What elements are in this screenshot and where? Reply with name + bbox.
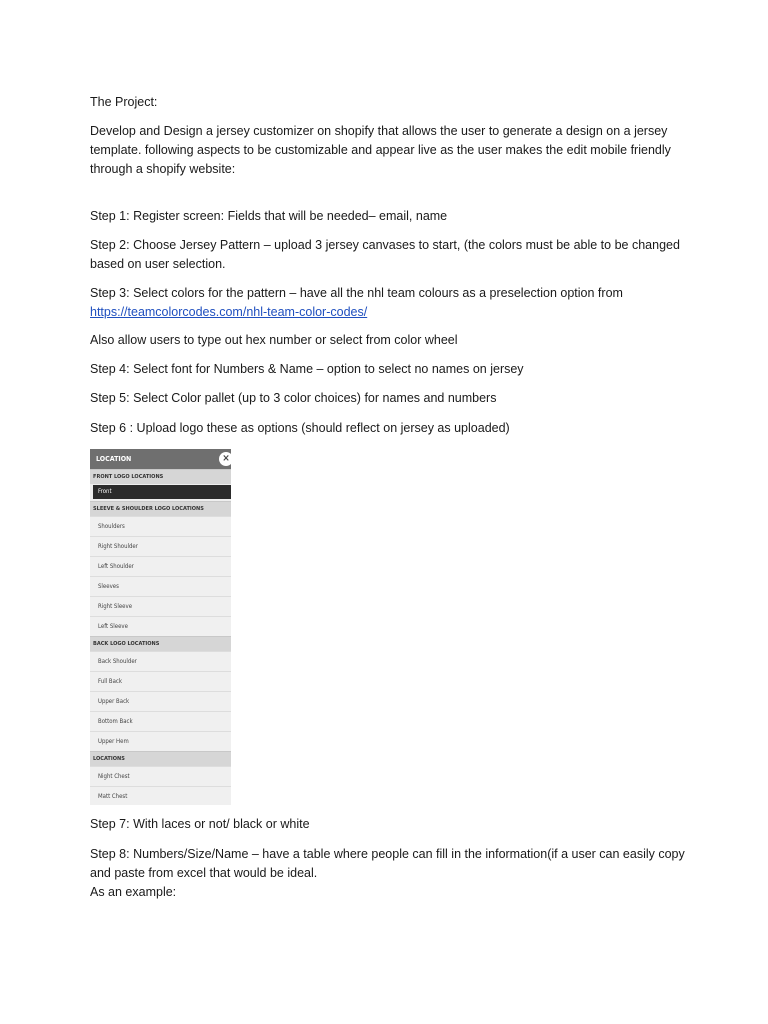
close-icon: ×: [219, 452, 231, 466]
location-item: Sleeves: [90, 576, 231, 596]
step-3: Step 3: Select colors for the pattern – have all the nhl team colours as a preselection option from: [90, 286, 623, 300]
location-item: Right Sleeve: [90, 596, 231, 616]
location-item: Bottom Back: [90, 711, 231, 731]
step-5: Step 5: Select Color pallet (up to 3 color choices) for names and numbers: [90, 391, 497, 405]
sleeve-section-label: SLEEVE & SHOULDER LOGO LOCATIONS: [90, 501, 231, 516]
project-heading: The Project:: [90, 95, 158, 109]
step-3-link-line: [90, 303, 690, 322]
location-item: Upper Back: [90, 691, 231, 711]
back-section-label: BACK LOGO LOCATIONS: [90, 636, 231, 651]
step-7: Step 7: With laces or not/ black or white: [90, 817, 310, 831]
location-item: Night Chest: [90, 766, 231, 786]
location-item: Matt Chest: [90, 786, 231, 805]
panel-header: [90, 449, 231, 469]
team-color-codes-link[interactable]: https://teamcolorcodes.com/nhl-team-color-codes/: [90, 305, 368, 319]
location-item: Back Shoulder: [90, 651, 231, 671]
hex-note: Also allow users to type out hex number or select from color wheel: [90, 333, 458, 347]
project-intro: Develop and Design a jersey customizer on shopify that allows the user to generate a design on a jersey template. following aspects to be customizable and appear live as the user makes the edit mobile friendly through a shopify website:: [90, 124, 671, 176]
logo-location-panel: [90, 449, 231, 805]
step-2: Step 2: Choose Jersey Pattern – upload 3 jersey canvases to start, (the colors must be able to be changed based on user selection.: [90, 238, 680, 271]
step-4: Step 4: Select font for Numbers & Name – option to select no names on jersey: [90, 362, 524, 376]
location-item-front: Front: [93, 485, 231, 499]
location-item: Upper Hem: [90, 731, 231, 751]
location-item: Left Sleeve: [90, 616, 231, 636]
location-item: Full Back: [90, 671, 231, 691]
step-1: Step 1: Register screen: Fields that will be needed– email, name: [90, 209, 448, 223]
location-item: Right Shoulder: [90, 536, 231, 556]
example-label: As an example:: [90, 885, 177, 899]
location-item: Shoulders: [90, 516, 231, 536]
location-item: Left Shoulder: [90, 556, 231, 576]
step-8: Step 8: Numbers/Size/Name – have a table where people can fill in the information(if a user can easily copy and paste from excel that would be ideal.: [90, 847, 685, 880]
locations-section-label: LOCATIONS: [90, 751, 231, 766]
front-section-label: FRONT LOGO LOCATIONS: [90, 469, 231, 484]
step-6: Step 6 : Upload logo these as options (should reflect on jersey as uploaded): [90, 421, 510, 435]
panel-title: LOCATION: [96, 455, 132, 463]
